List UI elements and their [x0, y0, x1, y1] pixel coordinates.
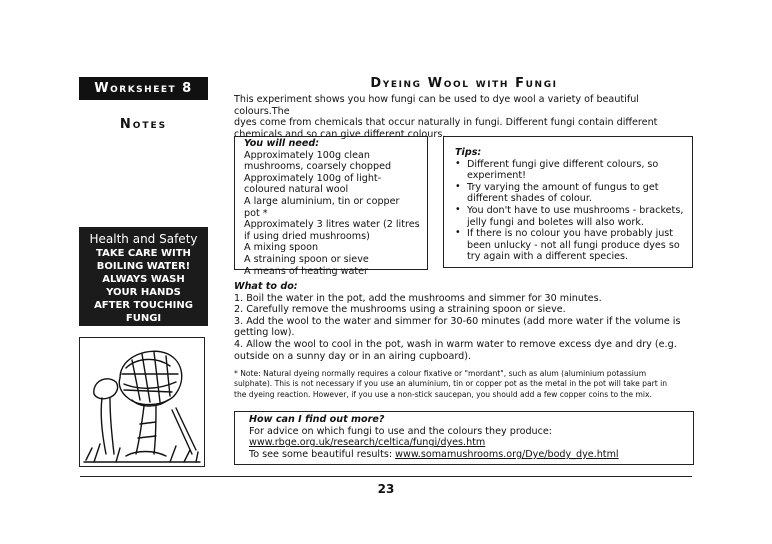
- tip-line: • Different fungi give different colours, so: [467, 158, 659, 170]
- need-line: Approximately 100g of light-: [244, 172, 382, 184]
- worksheet-badge: Worksheet 8: [79, 77, 208, 100]
- mushroom-illustration-frame: [79, 337, 205, 467]
- tip-line: been unlucky - not all fungi produce dyes so: [467, 239, 680, 251]
- tip-line: • If there is no colour you have probably just: [467, 228, 674, 240]
- tip-line: • Try varying the amount of fungus to get: [467, 181, 659, 193]
- need-line: Approximately 3 litres water (2 litres: [244, 219, 420, 231]
- need-line: A large aluminium, tin or copper: [244, 195, 400, 207]
- mushroom-sketch-icon: [80, 338, 204, 466]
- health-safety-line: ALWAYS WASH: [102, 274, 185, 285]
- health-safety-line: FUNGI: [125, 313, 162, 324]
- you-will-need-box: [234, 136, 428, 277]
- footnote: [234, 369, 696, 400]
- need-line: if using dried mushrooms): [244, 230, 370, 242]
- tips-list: [455, 159, 684, 263]
- intro-line: This experiment shows you how fungi can be used to dye wool a variety of beautiful colours.The: [234, 94, 639, 117]
- step-line: 2. Carefully remove the mushrooms using a straining spoon or sieve.: [234, 304, 566, 316]
- step-line: 3. Add the wool to the water and simmer for 30-60 minutes (add more water if the volume is: [234, 315, 681, 327]
- results-line: [249, 449, 693, 461]
- you-will-need-heading: You will need:: [244, 138, 320, 149]
- health-safety-box: [79, 227, 208, 326]
- tip-line: try again with a different species.: [467, 251, 629, 263]
- step-line: outside on a sunny day or in an airing cupboard).: [234, 350, 471, 362]
- health-safety-title: Health and Safety: [89, 232, 198, 246]
- step-line: 1. Boil the water in the pot, add the mushrooms and simmer for 30 minutes.: [234, 292, 602, 304]
- find-out-more-heading: How can I find out more?: [249, 414, 385, 425]
- footnote-line: the dyeing reaction. However, if you use a non-stick saucepan, you should add a few copper coins to the mix.: [234, 389, 652, 399]
- need-line: pot *: [244, 207, 268, 219]
- tip-item: [455, 205, 684, 228]
- footnote-line: sulphate). This is not necessary if you use an aluminium, tin or copper pot as the metal in the pot will take part in: [234, 379, 668, 389]
- intro-line: chemicals and so can give different colours.: [234, 128, 446, 140]
- need-line: mushrooms, coarsely chopped: [244, 161, 392, 173]
- notes-heading: Notes: [119, 117, 168, 132]
- page-title: Dyeing Wool with Fungi: [370, 76, 558, 91]
- find-out-more-box: [234, 411, 694, 465]
- tip-line: • You don't have to use mushrooms - brackets,: [467, 204, 684, 216]
- step-line: getting low).: [234, 327, 295, 339]
- tip-item: [455, 159, 684, 182]
- tip-line: jelly fungi and boletes will also work.: [467, 216, 644, 228]
- footer-rule: [80, 476, 692, 477]
- tip-line: different shades of colour.: [467, 193, 592, 205]
- need-line: A mixing spoon: [244, 242, 319, 254]
- intro-paragraph: [234, 94, 694, 140]
- health-safety-line: TAKE CARE WITH: [96, 248, 191, 259]
- need-line: coloured natural wool: [244, 184, 349, 196]
- what-to-do-heading: What to do:: [234, 281, 298, 292]
- advice-text: For advice on which fungi to use and the colours they produce:: [249, 425, 553, 437]
- health-safety-line: AFTER TOUCHING: [94, 300, 193, 311]
- tip-line: experiment!: [467, 170, 526, 182]
- tips-box: [443, 136, 693, 268]
- need-line: Approximately 100g clean: [244, 149, 370, 161]
- advice-link[interactable]: www.rbge.org.uk/research/celtica/fungi/dyes.htm: [249, 437, 486, 449]
- results-text: To see some beautiful results:: [249, 448, 396, 460]
- step-line: 4. Allow the wool to cool in the pot, wash in warm water to remove excess dye and dry (e.g.: [234, 338, 677, 350]
- intro-line: dyes come from chemicals that occur naturally in fungi. Different fungi contain different: [234, 117, 658, 129]
- tips-heading: Tips:: [455, 147, 482, 158]
- need-line: A means of heating water: [244, 265, 369, 277]
- need-line: A straining spoon or sieve: [244, 253, 369, 265]
- footnote-line: * Note: Natural dyeing normally requires a colour fixative or "mordant", such as alum (aluminium potassium: [234, 369, 647, 378]
- what-to-do-section: [234, 281, 694, 362]
- results-link[interactable]: www.somamushrooms.org/Dye/body_dye.html: [395, 448, 619, 460]
- health-safety-line: YOUR HANDS: [106, 287, 181, 298]
- tip-item: [455, 228, 684, 263]
- tip-item: [455, 182, 684, 205]
- health-safety-line: BOILING WATER!: [96, 261, 191, 272]
- page-number: 23: [377, 482, 395, 496]
